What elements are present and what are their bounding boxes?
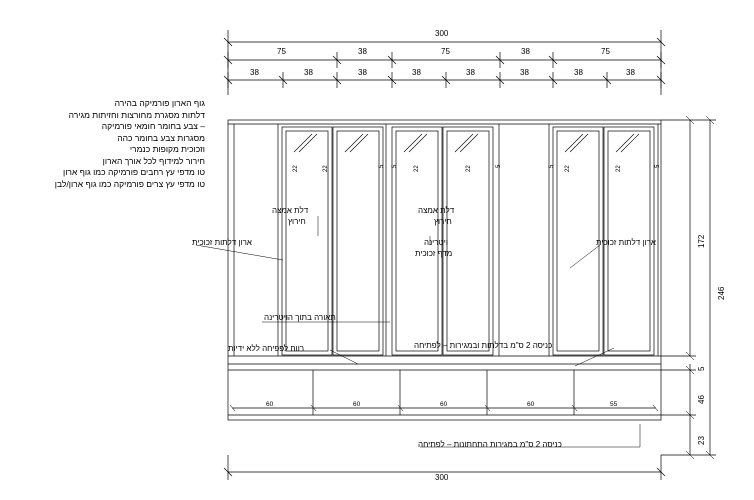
dim-group-4: 38 xyxy=(521,47,530,56)
door-mark: 22 xyxy=(466,165,472,172)
label-right-cabinet: ארון דלתות זכוכית xyxy=(596,238,656,247)
label-lighting: תאורה בתוך הויטרינה xyxy=(264,313,336,322)
note-line: וזכוכית מקופות כנמרי xyxy=(129,144,205,154)
door-mark: 22 xyxy=(293,165,299,172)
drawer-width: 60 xyxy=(266,401,274,408)
door-mark: 22 xyxy=(565,165,571,172)
note-line: גוף הארון פורמיקה בהירה xyxy=(114,98,205,108)
label-door-right: דלת אמצה xyxy=(418,206,455,215)
dim-group-2: 38 xyxy=(358,47,367,56)
label-door-left: דלת אמצה xyxy=(272,206,309,215)
dim-seg-5: 38 xyxy=(466,68,475,77)
dim-seg-7: 38 xyxy=(574,68,583,77)
door-mark: 5 xyxy=(549,164,555,168)
dim-group-1: 75 xyxy=(277,47,286,56)
note-line: טו מדפי עץ רחבים פורמיקה כמו גוף ארון xyxy=(62,167,205,177)
note-line: טו מדפי עץ צרים פורמיקה כמו גוף ארון/לבן xyxy=(54,178,205,189)
door-mark: 22 xyxy=(616,165,622,172)
label-display-case-sub: מדף זכוכית xyxy=(415,249,453,258)
drawer-width: 55 xyxy=(610,401,618,408)
door-mark: 22 xyxy=(323,165,329,172)
drawer-width: 60 xyxy=(353,401,361,408)
dim-height-172: 172 xyxy=(697,234,706,248)
dim-height-5: 5 xyxy=(697,366,706,371)
dim-seg-3: 38 xyxy=(358,68,367,77)
dim-group-5: 75 xyxy=(601,47,610,56)
dim-height-246: 246 xyxy=(717,286,726,300)
dim-height-46: 46 xyxy=(697,395,706,404)
label-entry-bottom: כניסה 2 ס"מ במגירות התחתונות – לפתיחה xyxy=(418,440,562,449)
specification-notes xyxy=(40,98,205,190)
dim-height-23: 23 xyxy=(697,436,706,445)
dim-total-bottom: 300 xyxy=(435,473,449,482)
note-line: – צבע בחומר חומאי פורמיקה xyxy=(101,121,205,131)
label-door-left-sub: חירוץ xyxy=(288,217,306,226)
label-door-right-sub: חירוץ xyxy=(434,217,452,226)
drawer-width: 60 xyxy=(527,401,535,408)
label-gap-no-handles: רווח לפפיחה ללא ידיות xyxy=(228,344,305,353)
dim-total-top: 300 xyxy=(435,29,449,38)
label-left-cabinet: ארון דלתות זכוכית xyxy=(192,238,252,247)
note-line: חירור למידוף לכל אורך הארון xyxy=(102,155,205,166)
door-mark: 5 xyxy=(655,164,661,168)
dim-seg-4: 38 xyxy=(412,68,421,77)
note-line: מסגרות צבע בחומר כהה xyxy=(117,132,205,143)
drawer-width: 60 xyxy=(440,401,448,408)
dim-seg-6: 38 xyxy=(520,68,529,77)
note-line: דלתות מסגרת מחורצות וחזיתות מגירה xyxy=(68,109,205,120)
label-display-case: ויטרינה xyxy=(424,238,448,247)
dim-seg-1: 38 xyxy=(250,68,259,77)
door-mark: 5 xyxy=(496,164,502,168)
dim-seg-2: 38 xyxy=(304,68,313,77)
dim-seg-8: 38 xyxy=(626,68,635,77)
door-mark: 5 xyxy=(379,164,385,168)
label-entry-top: כניסה 2 ס"מ בדלתות ובמגירות – לפתיחה xyxy=(414,341,553,350)
dim-group-3: 75 xyxy=(441,47,450,56)
door-mark: 5 xyxy=(392,164,398,168)
door-mark: 22 xyxy=(414,165,420,172)
